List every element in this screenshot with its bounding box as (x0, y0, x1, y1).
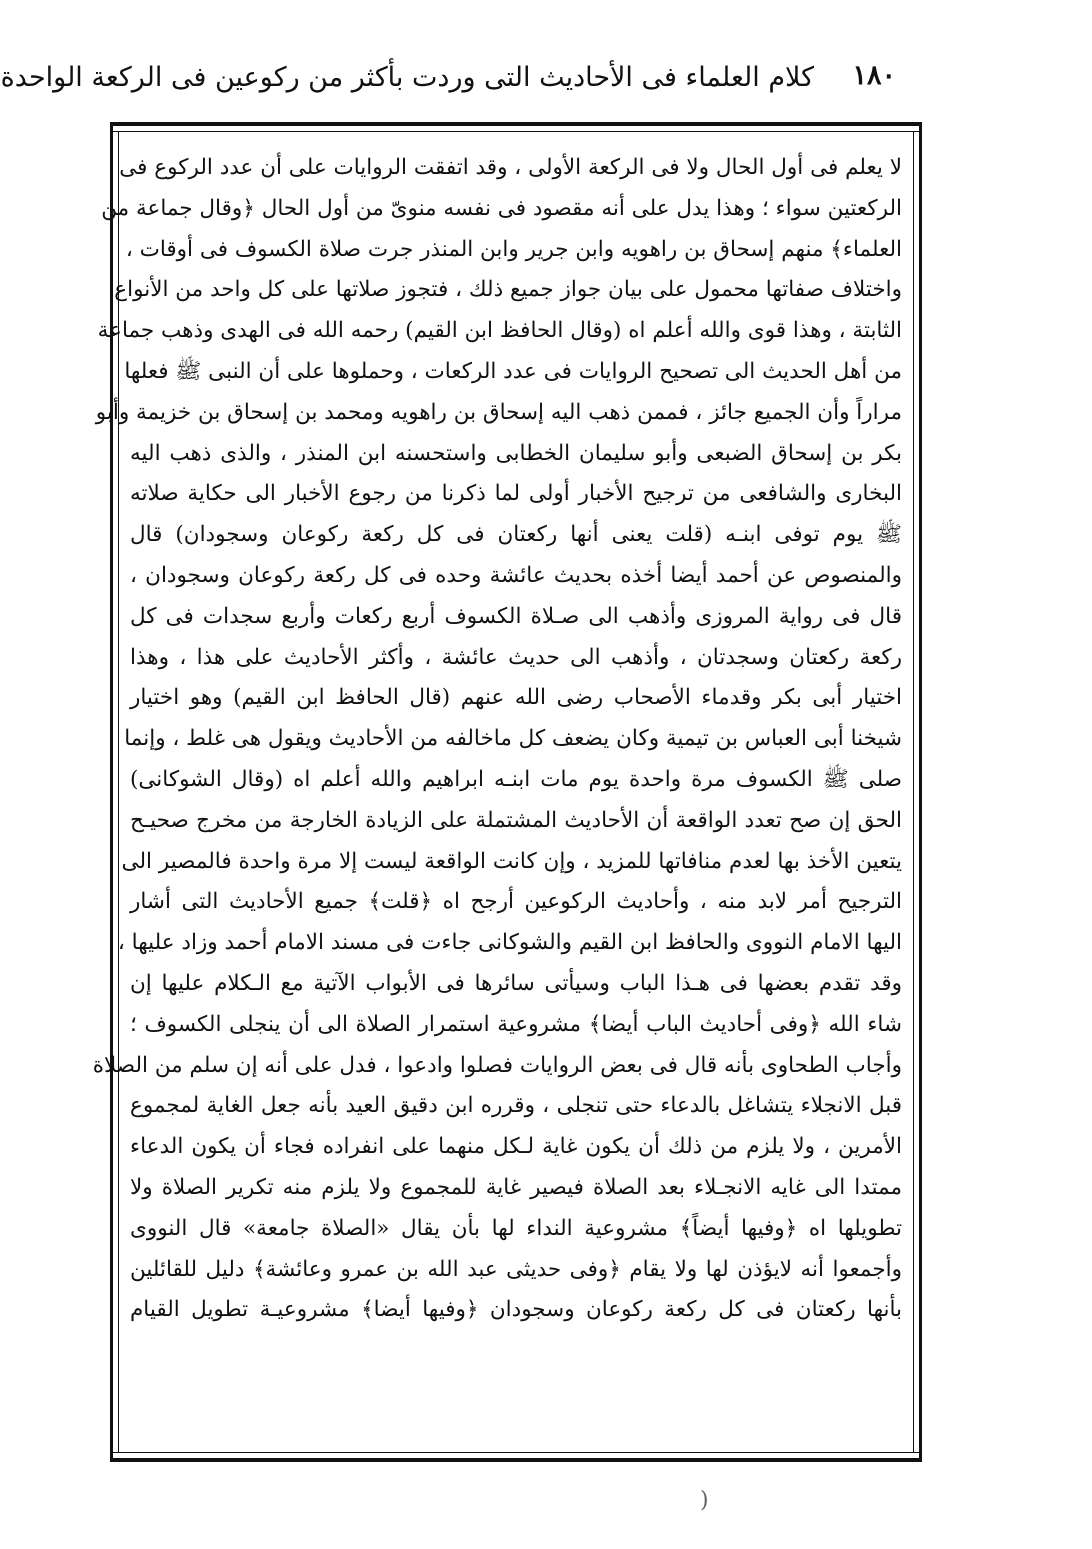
text-line: وقد تقدم بعضها فى هـذا الباب وسيأتى سائرها فى الأبواب الآتية مع الـكلام عليها إن (130, 970, 902, 996)
text-line: صلى ﷺ الكسوف مرة واحدة يوم مات ابنـه ابراهيم والله أعلم اه (وقال الشوكانى) (130, 766, 902, 792)
text-line: قبل الانجلاء يتشاغل بالدعاء حتى تنجلى ، وقرره ابن دقيق العيد بأنه جعل الغاية لمجموع (130, 1093, 902, 1119)
text-line: الترجيح أمر لابد منه ، وأحاديث الركوعين أرجح اه ﴿قلت﴾ جميع الأحاديث التى أشار (130, 889, 902, 915)
running-header (0, 58, 896, 114)
text-line: بأنها ركعتان فى كل ركعة ركوعان وسجودان ﴿وفيها أيضا﴾ مشروعيـة تطويل القيام (130, 1297, 902, 1323)
text-line: قال فى رواية المروزى وأذهب الى صـلاة الكسوف أربع ركعات وأربع سجدات فى كل (130, 603, 902, 629)
page-number: ١٨٠ (852, 60, 896, 91)
bottom-thick-rule (110, 1458, 922, 1462)
text-line: وأجمعوا أنه لايؤذن لها ولا يقام ﴿وفى حديثى عبد الله بن عمرو وعائشة﴾ دليل للقائلين (130, 1256, 902, 1282)
margin-mark: ) (700, 1488, 709, 1513)
text-line: لا يعلم فى أول الحال ولا فى الركعة الأولى ، وقد اتفقت الروايات على أن عدد الركوع فى (119, 155, 902, 180)
text-line: تطويلها اه ﴿وفيها أيضاً﴾ مشروعية النداء لها بأن يقال «الصلاة جامعة» قال النووى (130, 1215, 902, 1241)
text-line: شاء الله ﴿وفى أحاديث الباب أيضا﴾ مشروعية استمرار الصلاة الى أن ينجلى الكسوف ؛ (130, 1011, 902, 1037)
text-line: وأجاب الطحاوى بأنه قال فى بعض الروايات فصلوا وادعوا ، فدل على أنه إن سلم من الصلاة (92, 1052, 902, 1078)
text-line: العلماء﴾ منهم إسحاق بن راهويه وابن جرير وابن المنذر جرت صلاة الكسوف فى أوقات ، (125, 236, 902, 262)
text-line: الركعتين سواء ؛ وهذا يدل على أنه مقصود فى نفسه منوىّ من أول الحال ﴿وقال جماعة من (101, 195, 902, 221)
text-line: يتعين الأخذ بها لعدم منافاتها للمزيد ، وإن كانت الواقعة ليست إلا مرة واحدة فالمصير الى (121, 848, 902, 874)
text-line: ممتدا الى غايه الانجـلاء بعد الصلاة فيصير غاية للمجموع ولا يلزم منه تكرير الصلاة ولا (130, 1174, 902, 1200)
text-line: والمنصوص عن أحمد أيضا أخذه بحديث عائشة وحده فى كل ركعة ركوعان وسجودان ، (130, 562, 902, 588)
body-text (92, 148, 902, 1413)
bottom-thin-rule (110, 1452, 922, 1453)
top-thin-rule (110, 131, 922, 132)
text-line: واختلاف صفاتها محمول على بيان جواز جميع ذلك ، فتجوز صلاتها على كل واحد من الأنواع (114, 277, 902, 303)
running-title: كلام العلماء فى الأحاديث التى وردت بأكثر من ركوعين فى الركعة الواحدة (0, 62, 814, 93)
text-line (130, 1372, 902, 1413)
text-line: البخارى والشافعى من ترجيح الأخبار أولى لما ذكرنا من رجوع الأخبار الى حكاية صلاته (130, 481, 902, 507)
top-thick-rule (110, 122, 922, 126)
text-line: الثابتة ، وهذا قوى والله أعلم اه (وقال الحافظ ابن القيم) رحمه الله فى الهدى وذهب جماعة (97, 318, 902, 344)
text-line: من أهل الحديث الى تصحيح الروايات فى عدد الركعات ، وحملوها على أن النبى ﷺ فعلها (124, 358, 902, 384)
text-line: مراراً وأن الجميع جائز ، فممن ذهب اليه إسحاق بن راهويه ومحمد بن إسحاق بن خزيمة وأبو (95, 399, 902, 425)
text-line: بكر بن إسحاق الضبعى وأبو سليمان الخطابى واستحسنه ابن المنذر ، والذى ذهب اليه (130, 440, 902, 466)
right-border (919, 122, 922, 1462)
text-line: اختيار أبى بكر وقدماء الأصحاب رضى الله عنهم (قال الحافظ ابن القيم) وهو اختيار (130, 685, 902, 711)
text-frame (92, 122, 922, 1462)
text-line: الحق إن صح تعدد الواقعة أن الأحاديث المشتملة على الزيادة الخارجة من مخرج صحيـح (130, 807, 902, 833)
text-line: الأمرين ، ولا يلزم من ذلك أن يكون غاية لـكل منهما على انفراده فجاء أن يكون الدعاء (130, 1134, 902, 1160)
text-line: ﷺ يوم توفى ابنـه (قلت يعنى أنها ركعتان فى كل ركعة ركوعان وسجودان) قال (130, 522, 902, 548)
text-line (130, 1331, 902, 1372)
text-line: ركعة ركعتان وسجدتان ، وأذهب الى حديث عائشة ، وأكثر الأحاديث على هذا ، وهذا (130, 644, 902, 670)
text-line: شيخنا أبى العباس بن تيمية وكان يضعف كل ماخالفه من الأحاديث ويقول هى غلط ، وإنما (124, 726, 902, 752)
right-inner-border (913, 131, 914, 1453)
text-line: اليها الامام النووى والحافظ ابن القيم والشوكانى جاءت فى مسند الامام أحمد وزاد عليها ، (117, 930, 902, 956)
